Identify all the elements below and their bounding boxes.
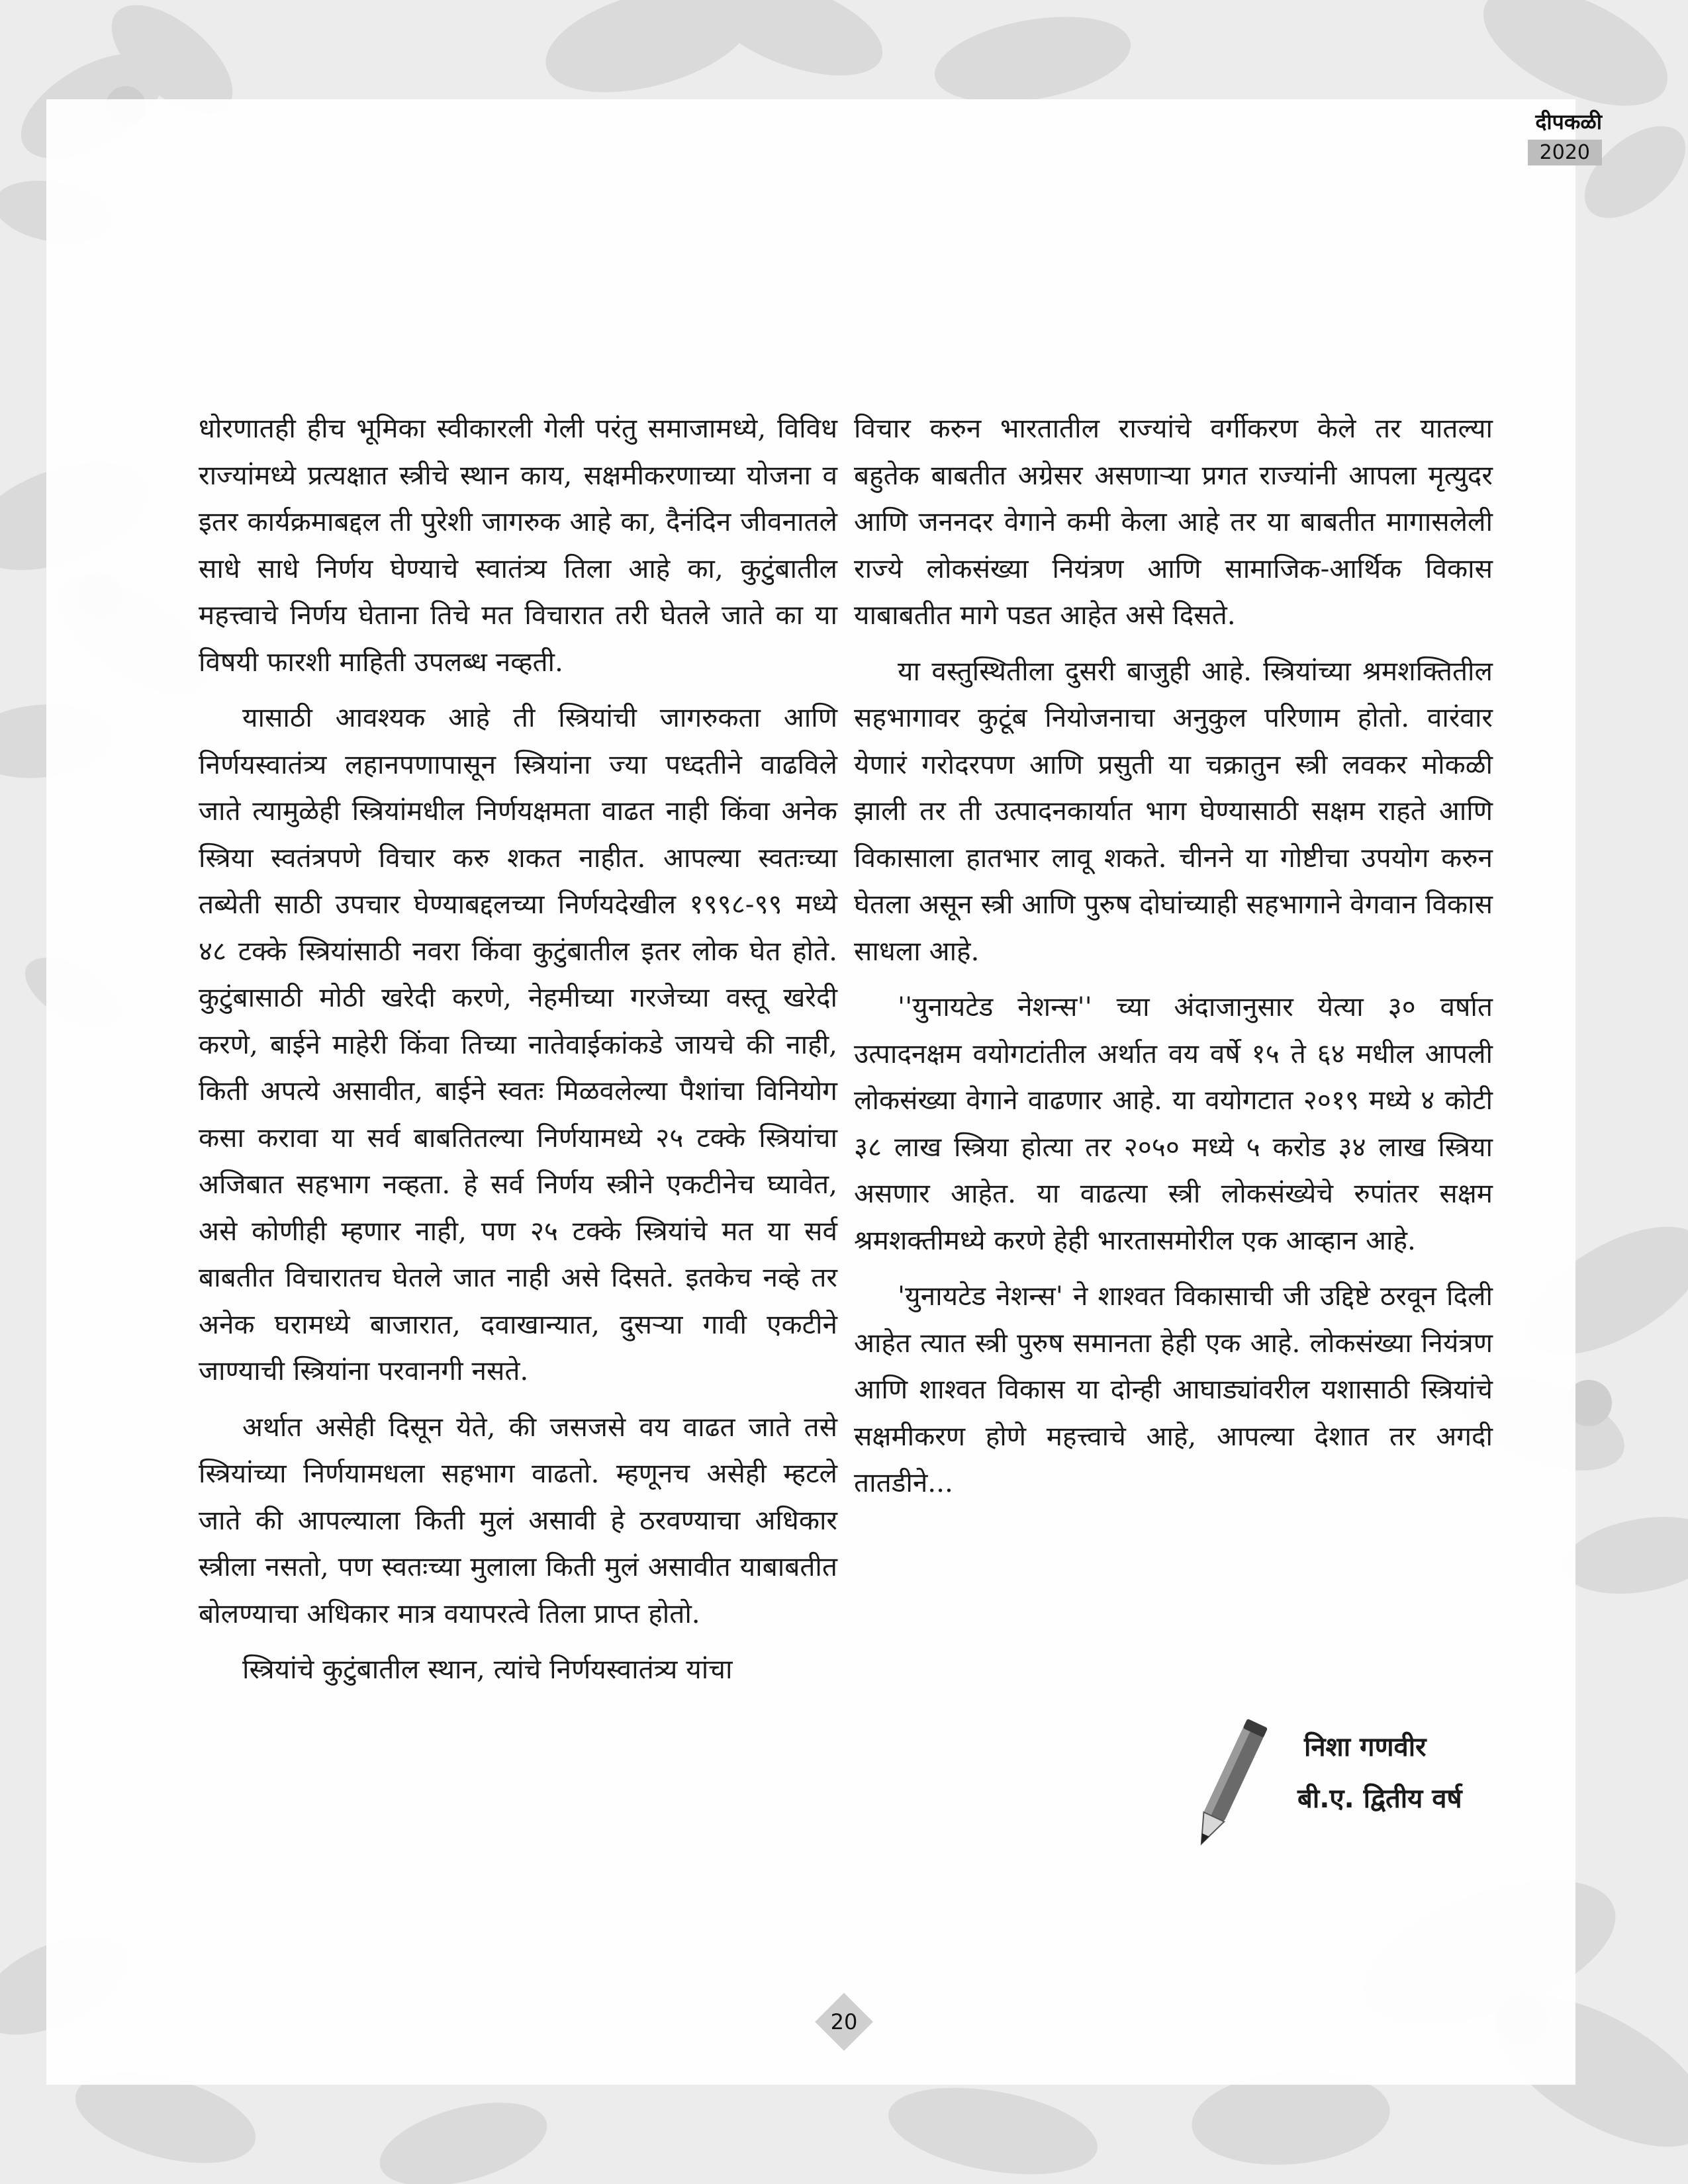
- author-name: निशा गणवीर: [1304, 1732, 1427, 1762]
- flower-top-center: [534, 0, 1137, 116]
- author-signature: [1185, 1714, 1516, 1866]
- paragraph: ''युनायटेड नेशन्स'' च्या अंदाजानुसार येत्या ३० वर्षात उत्पादनक्षम वयोगटांतील अर्थात वय वर्षे १५ ते ६४ मधील आपली लोकसंख्या वेगाने वाढणार आहे. या वयोगटात २०१९ मध्ये ४ कोटी ३८ लाख स्त्रिया होत्या तर २०५० मध्ये ५ करोड ३४ लाख स्त्रिया असणार आहेत. या वाढत्या स्त्री लोकसंख्येचे रुपांतर सक्षम श्रमशक्तीमध्ये करणे हेही भारतासमोरील एक आव्हान आहे.: [854, 991, 1493, 1256]
- author-class: बी.ए. द्वितीय वर्ष: [1297, 1784, 1462, 1814]
- pencil-icon: [1185, 1714, 1271, 1860]
- paragraph: धोरणातही हीच भूमिका स्वीकारली गेली परंतु समाजामध्ये, विविध राज्यांमध्ये प्रत्यक्षात स्त्रीचे स्थान काय, सक्षमीकरणाच्या योजना व इतर कार्यक्रमाबद्दल ती पुरेशी जागरुक आहे का, दैनंदिन जीवनातले साधे साधे निर्णय घेण्याचे स्वातंत्र्य तिला आहे का, कुटुंबातील महत्त्वाचे निर्णय घेताना तिचे मत विचारात तरी घेतले जाते का या विषयी फारशी माहिती उपलब्ध नव्हती.: [199, 412, 837, 678]
- paragraph: या वस्तुस्थितीला दुसरी बाजुही आहे. स्त्रियांच्या श्रमशक्तितील सहभागावर कुटूंब नियोजनाचा अनुकुल परिणाम होतो. वारंवार येणारं गरोदरपण आणि प्रसुती या चक्रातुन स्त्री लवकर मोकळी झाली तर ती उत्पादनकार्यात भाग घेण्यासाठी सक्षम राहते आणि विकासाला हातभार लावू शकते. चीनने या गोष्टीचा उपयोग करुन घेतला असून स्त्री आणि पुरुष दोघांच्याही सहभागाने वेगवान विकास साधला आहे.: [854, 655, 1493, 967]
- paragraph: यासाठी आवश्यक आहे ती स्त्रियांची जागरुकता आणि निर्णयस्वातंत्र्य लहानपणापासून स्त्रियांना ज्या पध्दतीने वाढविले जाते त्यामुळेही स्त्रियांमधील निर्णयक्षमता वाढत नाही किंवा अनेक स्त्रिया स्वतंत्रपणे विचार करु शकत नाहीत. आपल्या स्वतःच्या तब्येती साठी उपचार घेण्याबद्दलच्या निर्णयदेखील १९९८-९९ मध्ये ४८ टक्के स्त्रियांसाठी नवरा किंवा कुटुंबातील इतर लोक घेत होते. कुटुंबासाठी मोठी खरेदी करणे, नेहमीच्या गरजेच्या वस्तू खरेदी करणे, बाईने माहेरी किंवा तिच्या नातेवाईकांकडे जायचे की नाही, किती अपत्ये असावीत, बाईने स्वतः मिळवलेल्या पैशांचा विनियोग कसा करावा या सर्व बाबतितल्या निर्णयामध्ये २५ टक्के स्त्रियांचा अजिबात सहभाग नव्हता. हे सर्व निर्णय स्त्रीने एकटीनेच घ्यावेत, असे कोणीही म्हणार नाही, पण २५ टक्के स्त्रियांचे मत या सर्व बाबतीत विचारातच घेतले जात नाही असे दिसते. इतकेच नव्हे तर अनेक घरामध्ये बाजारात, दवाखान्यात, दुसऱ्या गावी एकटीने जाण्याची स्त्रियांना परवानगी नसते.: [199, 702, 837, 1387]
- paragraph: 'युनायटेड नेशन्स' ने शाश्वत विकासाची जी उद्दिष्टे ठरवून दिली आहेत त्यात स्त्री पुरुष समानता हेही एक आहे. लोकसंख्या नियंत्रण आणि शाश्वत विकास या दोन्ही आघाड्यांवरील यशासाठी स्त्रियांचे सक्षमीकरण होणे महत्त्वाचे आहे, आपल्या देशात तर अगदी तातडीने...: [854, 1280, 1493, 1498]
- article-column-right: [854, 405, 1493, 1516]
- page-number: 20: [830, 2009, 858, 2034]
- magazine-header: [1489, 107, 1602, 165]
- magazine-title: दीपकळी: [1535, 109, 1602, 134]
- page-number-badge: [814, 1992, 874, 2052]
- paragraph: विचार करुन भारतातील राज्यांचे वर्गीकरण केले तर यातल्या बहुतेक बाबतीत अग्रेसर असणाऱ्या प्रगत राज्यांनी आपला मृत्युदर आणि जननदर वेगाने कमी केला आहे तर या बाबतीत मागासलेली राज्ये लोकसंख्या नियंत्रण आणि सामाजिक-आर्थिक विकास याबाबतीत मागे पडत आहेत असे दिसते.: [854, 412, 1493, 631]
- paragraph: अर्थात असेही दिसून येते, की जसजसे वय वाढत जाते तसे स्त्रियांच्या निर्णयामधला सहभाग वाढतो. म्हणूनच असेही म्हटले जाते की आपल्याला किती मुलं असावी हे ठरवण्याचा अधिकार स्त्रीला नसतो, पण स्वतःच्या मुलाला किती मुलं असावीत याबाबतीत बोलण्याचा अधिकार मात्र वयापरत्वे तिला प्राप्त होतो.: [199, 1410, 837, 1629]
- paragraph: स्त्रियांचे कुटुंबातील स्थान, त्यांचे निर्णयस्वातंत्र्य यांचा: [242, 1653, 733, 1685]
- article-column-left: [199, 405, 837, 1702]
- magazine-year: 2020: [1528, 140, 1602, 165]
